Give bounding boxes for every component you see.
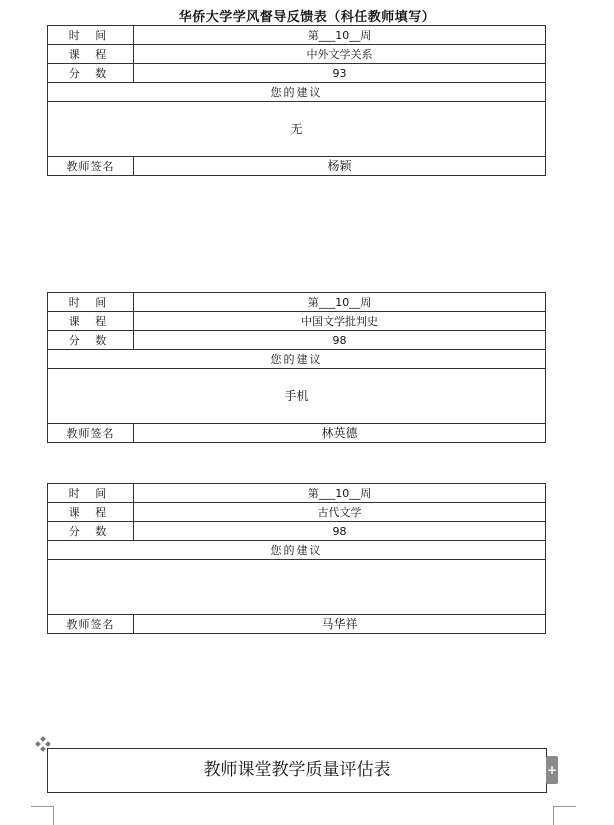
suggestion-value[interactable]: 无 <box>48 102 546 157</box>
signature-value[interactable]: 杨颖 <box>134 157 546 176</box>
time-label: 时 间 <box>48 293 134 312</box>
signature-label: 教师签名 <box>48 157 134 176</box>
signature-label: 教师签名 <box>48 615 134 634</box>
evaluation-table-title: 教师课堂教学质量评估表 <box>47 748 547 793</box>
form-row-signature <box>48 157 546 176</box>
suggestion-value[interactable] <box>48 560 546 615</box>
course-label: 课 程 <box>48 312 134 331</box>
course-value[interactable]: 古代文学 <box>134 503 546 522</box>
form-row-suggestion <box>48 560 546 615</box>
form-row-course <box>48 312 546 331</box>
page-corner-mark-left <box>31 806 54 825</box>
form-row-suggestion-header <box>48 83 546 102</box>
suggestion-value[interactable]: 手机 <box>48 369 546 424</box>
form-row-suggestion <box>48 369 546 424</box>
time-label: 时 间 <box>48 484 134 503</box>
form-row-score <box>48 331 546 350</box>
form-row-score <box>48 522 546 541</box>
course-value[interactable]: 中国文学批判史 <box>134 312 546 331</box>
form-row-signature <box>48 615 546 634</box>
form-row-course <box>48 45 546 64</box>
signature-value[interactable]: 马华祥 <box>134 615 546 634</box>
week-value[interactable]: 第___10__周 <box>134 293 546 312</box>
signature-value[interactable]: 林英德 <box>134 424 546 443</box>
form-row-suggestion-header <box>48 350 546 369</box>
week-value[interactable]: 第___10__周 <box>134 484 546 503</box>
suggestion-label: 您的建议 <box>48 541 546 560</box>
score-value[interactable]: 98 <box>134 331 546 350</box>
signature-label: 教师签名 <box>48 424 134 443</box>
score-value[interactable]: 98 <box>134 522 546 541</box>
form-row-suggestion <box>48 102 546 157</box>
feedback-form-1 <box>47 25 546 176</box>
form-row-time <box>48 293 546 312</box>
form-row-time <box>48 26 546 45</box>
page-corner-mark-right <box>553 806 576 825</box>
score-label: 分 数 <box>48 331 134 350</box>
form-row-course <box>48 503 546 522</box>
time-label: 时 间 <box>48 26 134 45</box>
score-value[interactable]: 93 <box>134 64 546 83</box>
course-label: 课 程 <box>48 45 134 64</box>
course-label: 课 程 <box>48 503 134 522</box>
feedback-form-3 <box>47 483 546 634</box>
form-row-time <box>48 484 546 503</box>
score-label: 分 数 <box>48 522 134 541</box>
add-row-plus-icon[interactable]: + <box>546 756 558 784</box>
form-row-signature <box>48 424 546 443</box>
feedback-form-2 <box>47 292 546 443</box>
suggestion-label: 您的建议 <box>48 350 546 369</box>
course-value[interactable]: 中外文学关系 <box>134 45 546 64</box>
form-row-suggestion-header <box>48 541 546 560</box>
suggestion-label: 您的建议 <box>48 83 546 102</box>
document-title: 华侨大学学风督导反馈表（科任教师填写） <box>178 10 436 25</box>
week-value[interactable]: 第___10__周 <box>134 26 546 45</box>
score-label: 分 数 <box>48 64 134 83</box>
form-row-score <box>48 64 546 83</box>
